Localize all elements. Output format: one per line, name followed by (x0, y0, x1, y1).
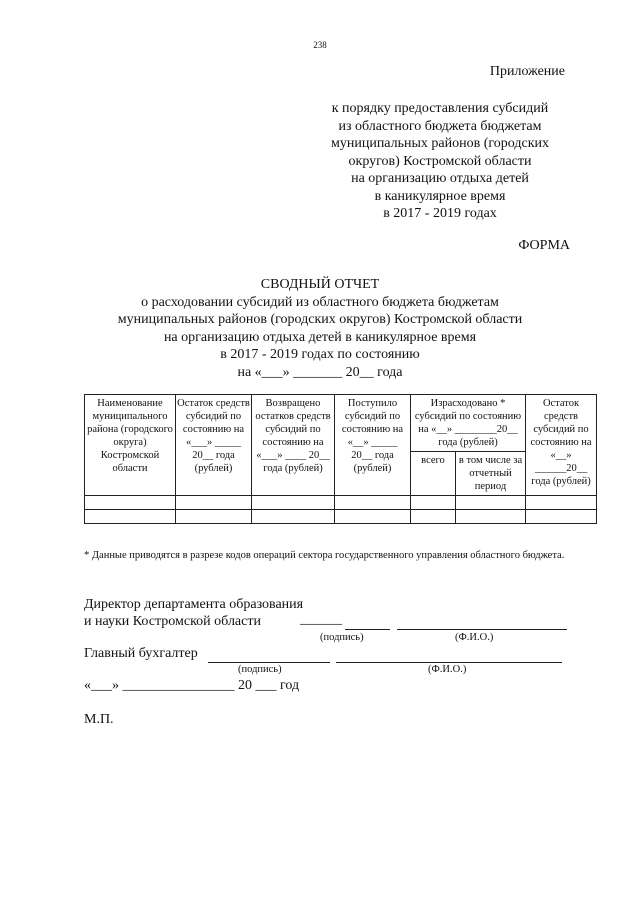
director-title-line2: и науки Костромской области (84, 614, 261, 629)
podpis-label: (подпись) (320, 632, 364, 643)
subheader-cell: всего (411, 452, 456, 496)
director-signature-blank: ______ (300, 612, 342, 627)
title-line: СВОДНЫЙ ОТЧЕТ (260, 277, 380, 292)
subheader-cell: в том числе за отчетный период (456, 452, 526, 496)
director-title-line1: Директор департамента образования (84, 597, 304, 612)
fio-label: (Ф.И.О.) (428, 664, 467, 675)
order-reference (300, 100, 580, 223)
footnote: * Данные приводятся в разрезе кодов операций сектора государственного управления областного бюджета. (84, 550, 565, 561)
director-name-line (397, 629, 567, 630)
title-line: в 2017 - 2019 годах по состоянию (220, 347, 420, 362)
accountant-name-line (336, 662, 562, 663)
title-line: на «___» _______ 20__ года (237, 364, 403, 380)
table-cell[interactable] (456, 496, 526, 510)
table-cell[interactable] (252, 496, 335, 510)
order-line: в 2017 - 2019 годах (383, 206, 497, 221)
table-row (85, 510, 597, 524)
podpis-label: (подпись) (238, 664, 282, 675)
header-cell: Возвращено остатков средств субсидий по состоянию на «___» ____ 20__ года (рублей) (252, 395, 335, 496)
order-line: в каникулярное время (374, 188, 506, 204)
table-cell[interactable] (335, 496, 411, 510)
header-cell: Поступило субсидий по состоянию на «__» _____ 20__ года (рублей) (335, 395, 411, 496)
date-line: «___» ________________ 20 ___ год (84, 678, 300, 693)
order-line: на организацию отдыха детей (351, 171, 529, 186)
table-cell[interactable] (456, 510, 526, 524)
fio-label: (Ф.И.О.) (455, 632, 494, 643)
stamp-place: М.П. (84, 712, 114, 727)
table-row (85, 496, 597, 510)
order-line: к порядку предоставления субсидий (331, 101, 549, 116)
table-cell[interactable] (176, 496, 252, 510)
table-cell[interactable] (526, 510, 597, 524)
report-title (0, 276, 640, 381)
header-cell: Израсходовано * субсидий по состоянию на «__» ________20__ года (рублей) (411, 395, 526, 452)
header-cell: Остаток средств субсидий по состоянию на «___» _____ 20__ года (рублей) (176, 395, 252, 496)
form-label: ФОРМА (518, 238, 570, 253)
order-line: из областного бюджета бюджетам (338, 118, 542, 134)
table-cell[interactable] (335, 510, 411, 524)
table-cell[interactable] (85, 510, 176, 524)
table-cell[interactable] (526, 496, 597, 510)
title-line: муниципальных районов (городских округов) Костромской области (117, 312, 523, 327)
table-cell[interactable] (252, 510, 335, 524)
report-table (84, 394, 597, 524)
title-line: на организацию отдыха детей в каникулярное время (163, 329, 477, 345)
page-number: 238 (313, 40, 327, 50)
table-cell[interactable] (85, 496, 176, 510)
accountant-title: Главный бухгалтер (84, 646, 198, 661)
title-line: о расходовании субсидий из областного бюджета бюджетам (141, 294, 499, 310)
appendix-label: Приложение (489, 64, 565, 79)
order-line: муниципальных районов (городских (330, 136, 550, 151)
director-signature-line (345, 629, 390, 630)
table-cell[interactable] (411, 510, 456, 524)
header-cell: Наименование муниципального района (городского округа) Костромской области (85, 395, 176, 496)
table-cell[interactable] (176, 510, 252, 524)
table-cell[interactable] (411, 496, 456, 510)
order-line: округов) Костромской области (348, 153, 532, 169)
header-cell: Остаток средств субсидий по состоянию на «__» ______20__ года (рублей) (526, 395, 597, 496)
accountant-signature-line (208, 662, 330, 663)
